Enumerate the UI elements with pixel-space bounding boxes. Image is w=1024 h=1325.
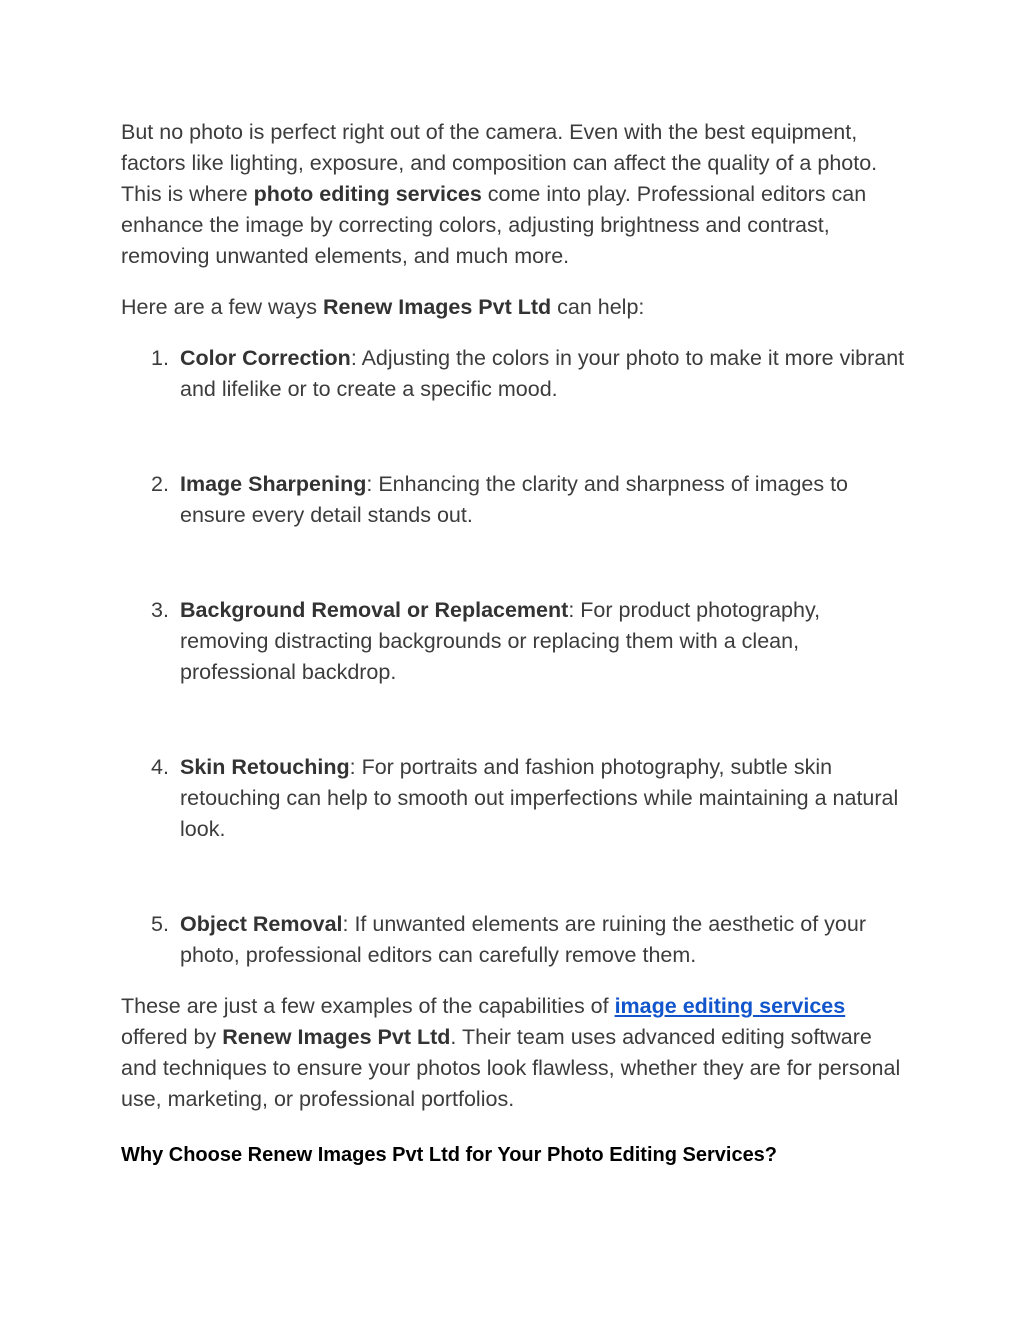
list-item-title: Image Sharpening [180, 472, 367, 496]
list-item [121, 469, 911, 531]
document-page [121, 117, 911, 1169]
closing-text-2: offered by [121, 1025, 223, 1049]
list-item-text: : If unwanted elements are ruining the aesthetic of your photo, professional editors can carefully remove them. [180, 912, 866, 967]
intro-bold-phrase: photo editing services [253, 182, 482, 206]
list-item [121, 595, 911, 688]
list-item-number: 4. [151, 755, 169, 779]
list-item [121, 752, 911, 845]
list-item-title: Color Correction [180, 346, 351, 370]
lead-company-name: Renew Images Pvt Ltd [322, 295, 552, 319]
lead-paragraph [121, 292, 911, 323]
list-item-text: : Enhancing the clarity and sharpness of images to ensure every detail stands out. [180, 472, 849, 527]
list-item-title: Background Removal or Replacement [180, 598, 569, 622]
image-editing-services-link[interactable]: image editing services [614, 994, 846, 1018]
intro-text-2: come into play. Professional editors can enhance the image by correcting colors, adjusting brightness and contrast, removing unwanted elements, and much more. [121, 182, 867, 268]
list-item-title: Skin Retouching [180, 755, 350, 779]
list-item-title: Object Removal [180, 912, 343, 936]
list-item-number: 5. [151, 912, 169, 936]
list-item-text: : For product photography, removing distracting backgrounds or replacing them with a clean, professional backdrop. [180, 598, 821, 684]
list-item [121, 909, 911, 971]
intro-text-1: But no photo is perfect right out of the camera. Even with the best equipment, factors like lighting, exposure, and composition can affect the quality of a photo. This is where [121, 120, 878, 206]
closing-paragraph [121, 991, 911, 1115]
intro-paragraph [121, 117, 911, 272]
list-item-number: 2. [151, 472, 169, 496]
closing-company-name: Renew Images Pvt Ltd [222, 1025, 451, 1049]
lead-text-1: Here are a few ways [121, 295, 323, 319]
closing-text-1: These are just a few examples of the capabilities of [121, 994, 615, 1018]
list-item [121, 343, 911, 405]
closing-text-3: . Their team uses advanced editing software and techniques to ensure your photos look flawless, whether they are for personal use, marketing, or professional portfolios. [121, 1025, 901, 1111]
lead-text-2: can help: [551, 295, 645, 319]
services-list [121, 343, 911, 971]
list-item-text: : For portraits and fashion photography, subtle skin retouching can help to smooth out imperfections while maintaining a natural look. [180, 755, 899, 841]
list-item-number: 3. [151, 598, 169, 622]
section-subheading: Why Choose Renew Images Pvt Ltd for Your Photo Editing Services? [121, 1144, 778, 1166]
list-item-text: : Adjusting the colors in your photo to make it more vibrant and lifelike or to create a specific mood. [180, 346, 905, 401]
list-item-number: 1. [151, 346, 169, 370]
